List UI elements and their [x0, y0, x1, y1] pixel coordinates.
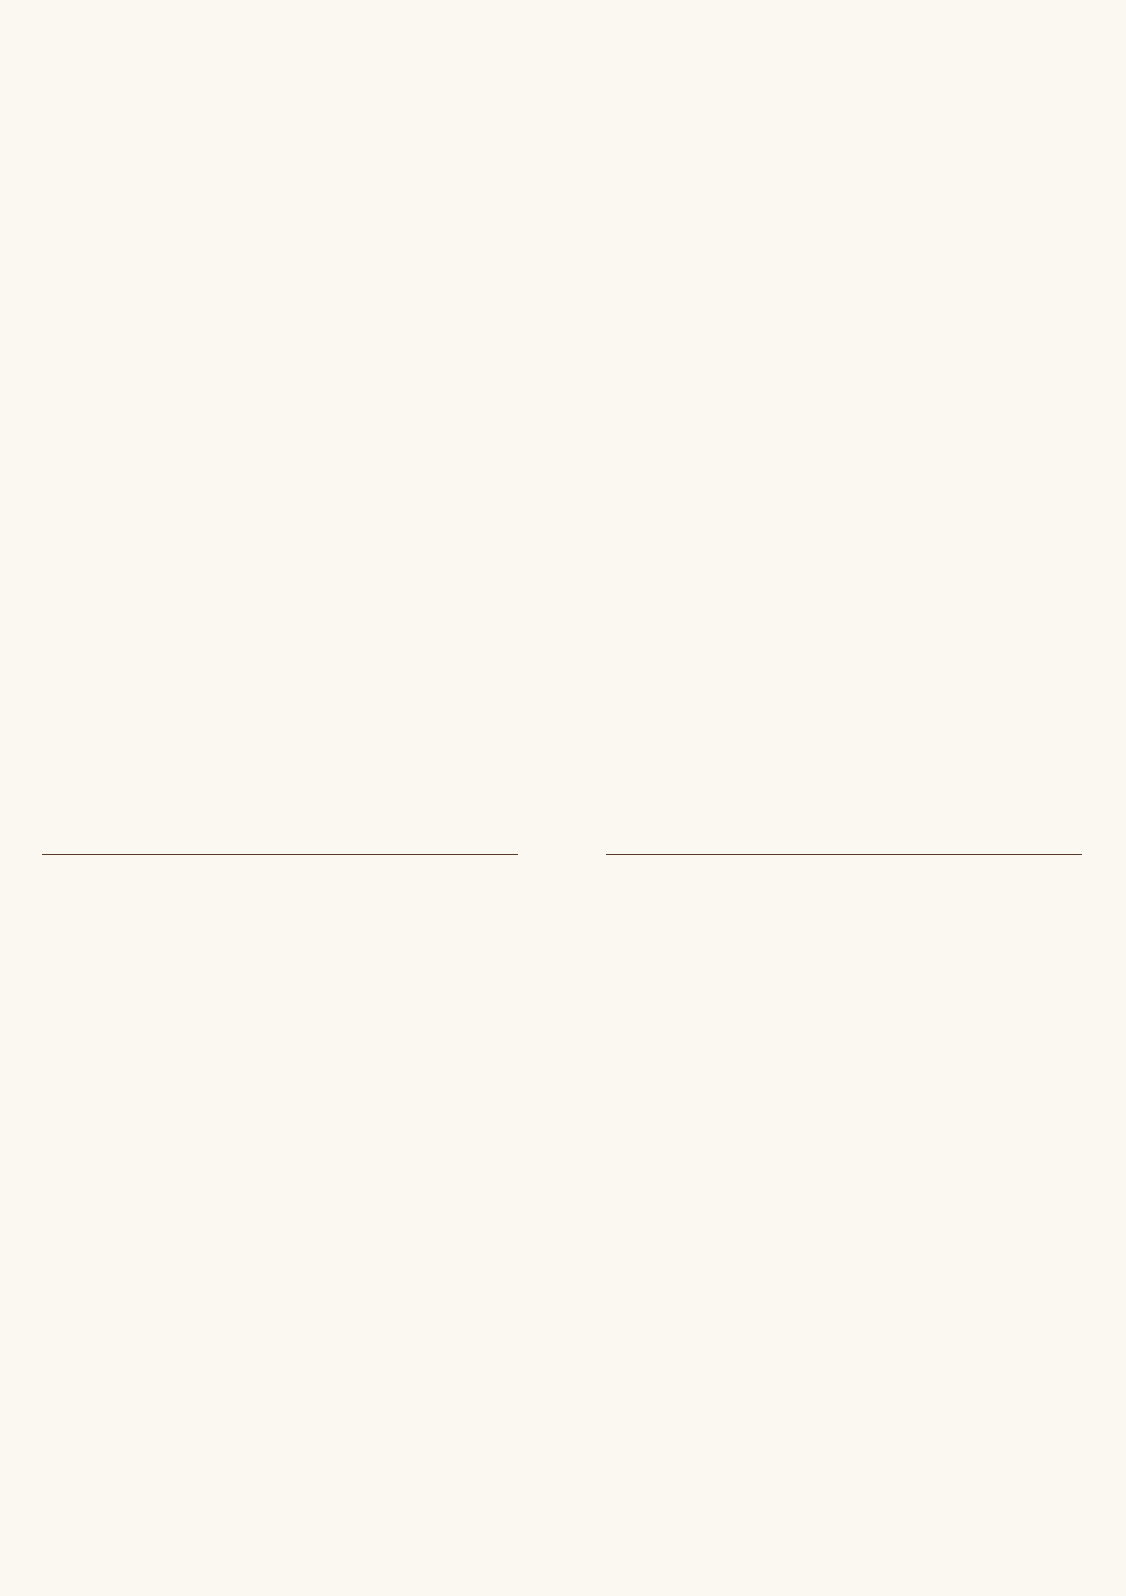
ensemble-part — [53, 1430, 57, 1450]
divider-right — [606, 854, 1082, 855]
ensemble-part — [107, 1430, 111, 1450]
program-row — [0, 1016, 1126, 1050]
program-row — [0, 277, 1126, 311]
program-row — [0, 522, 1126, 556]
program-row — [0, 571, 1126, 605]
program-row — [0, 473, 1126, 507]
ensemble-row — [0, 1384, 1126, 1418]
program-row — [0, 228, 1126, 262]
program-row — [0, 767, 1126, 801]
program-row — [0, 967, 1126, 1001]
program-row — [0, 1114, 1126, 1148]
program-row — [0, 669, 1126, 703]
ensemble-parts — [53, 1430, 125, 1450]
program-row — [0, 375, 1126, 409]
program-row — [0, 1212, 1126, 1246]
ensemble-part — [89, 1430, 93, 1450]
divider-left — [42, 854, 518, 855]
program-row — [0, 424, 1126, 458]
program-row — [0, 620, 1126, 654]
program-row — [0, 326, 1126, 360]
program-row — [0, 1163, 1126, 1197]
program-row — [0, 1508, 1126, 1542]
program-row — [0, 1310, 1126, 1370]
program-row — [0, 918, 1126, 952]
work-title — [594, 228, 600, 260]
ensemble-part — [71, 1430, 75, 1450]
program-row — [0, 1065, 1126, 1099]
program-row — [0, 1261, 1126, 1295]
program-row — [0, 718, 1126, 752]
